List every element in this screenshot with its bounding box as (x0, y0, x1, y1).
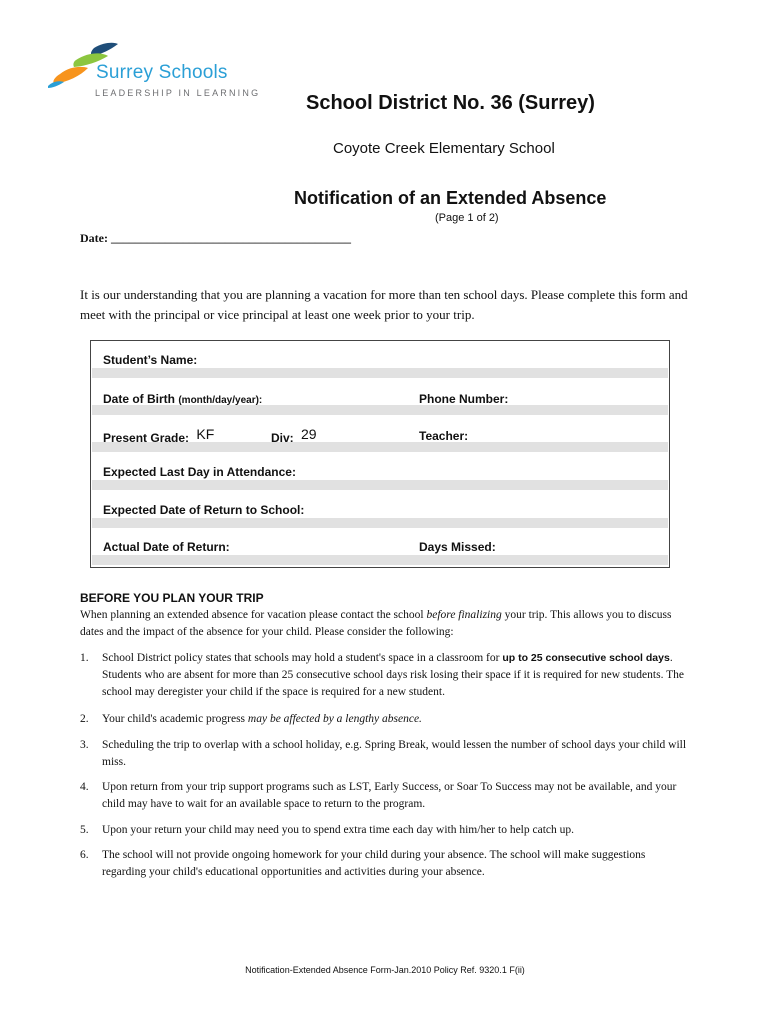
list-text-bold: up to 25 consecutive school days (502, 652, 670, 664)
list-text: The school will not provide ongoing homework for your child during your absence. The school will make suggestions regarding your child's educational opportunities and activities during your absence. (102, 849, 646, 878)
teacher-field[interactable] (419, 429, 468, 443)
date-line: ________________________________________ (110, 231, 351, 245)
student-name-field[interactable] (103, 353, 197, 367)
form-title: Notification of an Extended Absence (294, 188, 607, 208)
return-date-field[interactable] (103, 503, 304, 517)
div-value: 29 (301, 426, 317, 442)
grade-field[interactable] (103, 426, 215, 445)
list-number: 3. (80, 739, 89, 751)
actual-return-label: Actual Date of Return: (103, 540, 230, 554)
district-title: School District No. 36 (Surrey) (306, 92, 595, 114)
last-day-label: Expected Last Day in Attendance: (103, 465, 296, 479)
days-missed-field[interactable] (419, 540, 496, 554)
grade-value: KF (196, 426, 215, 442)
div-field[interactable] (271, 426, 317, 445)
days-missed-label: Days Missed: (419, 540, 496, 554)
list-text-part: Your child's academic progress (102, 713, 248, 725)
student-name-label: Student’s Name: (103, 353, 198, 367)
paragraph-text: When planning an extended absence for vacation please contact the school (80, 609, 427, 621)
phone-label: Phone Number: (419, 392, 509, 406)
list-number: 5. (80, 824, 89, 836)
actual-return-field[interactable] (103, 540, 230, 554)
dob-hint: (month/day/year): (178, 395, 263, 406)
list-number: 2. (80, 713, 89, 725)
phone-field[interactable] (419, 392, 508, 406)
list-text (102, 711, 692, 728)
row-divider (92, 555, 668, 565)
footer-reference: Notification-Extended Absence Form-Jan.2010 Policy Ref. 9320.1 F(ii) (245, 965, 525, 975)
list-text: Upon your return your child may need you to spend extra time each day with him/her to help catch up. (102, 824, 575, 836)
paragraph-text: your trip. This allows you to discuss dates and the impact of the absence for your child. Please consider the following: (80, 609, 672, 638)
page-indicator: (Page 1 of 2) (435, 212, 499, 224)
row-divider (92, 480, 668, 490)
school-name: Coyote Creek Elementary School (333, 140, 555, 157)
list-text-italic: may be affected by a lengthy absence. (247, 713, 422, 725)
section-paragraph (80, 607, 690, 641)
list-text: Scheduling the trip to overlap with a school holiday, e.g. Spring Break, would lessen the number of school days your child will miss. (102, 739, 687, 768)
dob-label: Date of Birth (103, 392, 175, 406)
list-text: Upon return from your trip support programs such as LST, Early Success, or Soar To Success may not be available, and your child may have to wait for an available space to return to the program. (102, 781, 677, 810)
dob-field[interactable] (103, 392, 262, 406)
list-text-part: School District policy states that schools may hold a student's space in a classroom for (102, 652, 503, 664)
teacher-label: Teacher: (419, 429, 469, 443)
date-label: Date: (80, 231, 108, 245)
list-text (102, 650, 692, 701)
list-number: 4. (80, 781, 89, 793)
div-label: Div: (271, 431, 294, 445)
logo-name: Surrey Schools (96, 62, 228, 83)
row-divider (92, 518, 668, 528)
list-number: 1. (80, 652, 89, 664)
grade-label: Present Grade: (103, 431, 190, 445)
row-divider (92, 405, 668, 415)
list-text-part: . Students who are absent for more than 25 consecutive school days risk losing their space if it is required for new students. The school may deregister your child if the space is required for a new student. (102, 652, 684, 698)
logo-tagline: LEADERSHIP IN LEARNING (95, 88, 261, 98)
intro-paragraph: It is our understanding that you are planning a vacation for more than ten school days. Please complete this form and meet with the principal or vice principal at least one week prior to your trip. (80, 287, 688, 322)
section-heading: BEFORE YOU PLAN YOUR TRIP (80, 591, 264, 605)
student-info-form (90, 340, 670, 568)
paragraph-emphasis: before finalizing (426, 609, 502, 621)
return-date-label: Expected Date of Return to School: (103, 503, 305, 517)
last-day-field[interactable] (103, 465, 296, 479)
date-field[interactable] (80, 231, 351, 246)
list-number: 6. (80, 849, 89, 861)
row-divider (92, 368, 668, 378)
